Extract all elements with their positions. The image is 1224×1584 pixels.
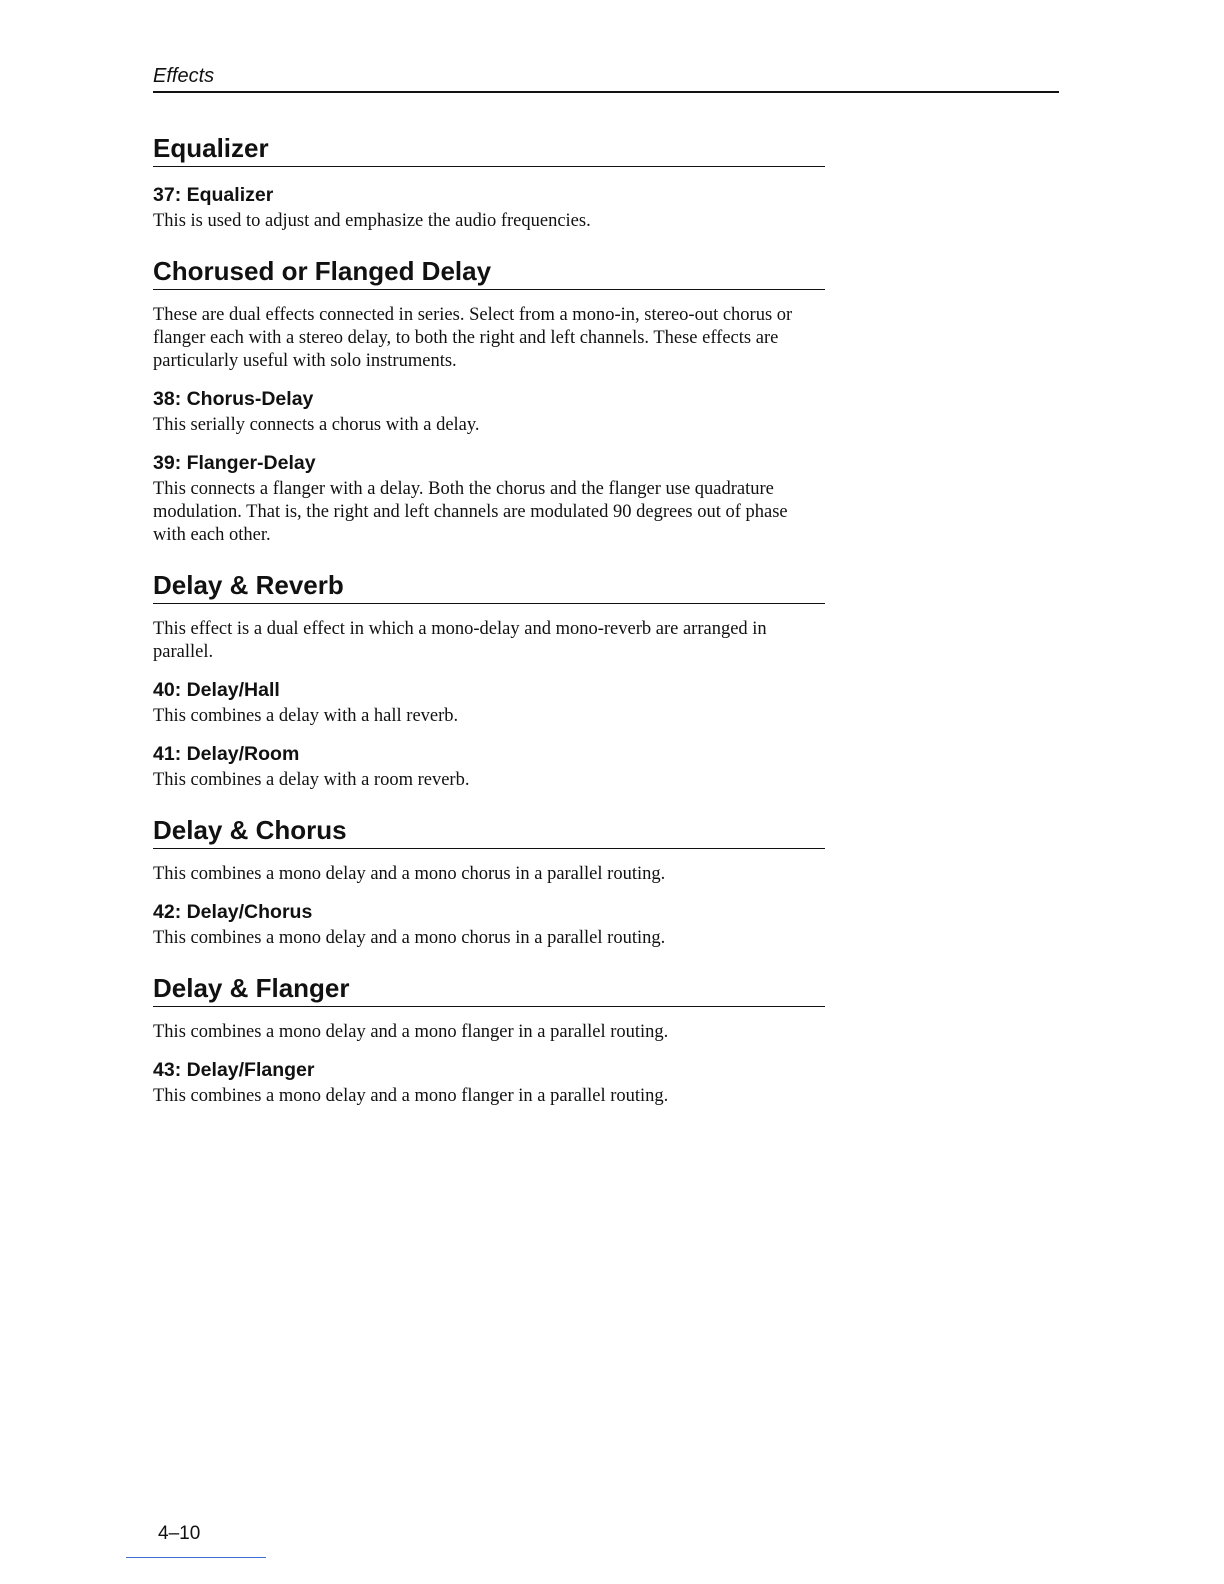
section-intro: This effect is a dual effect in which a mono-delay and mono-reverb are arranged in parallel. [153,619,767,662]
section-equalizer [153,132,825,233]
footer-rule [126,1557,266,1558]
section-intro: These are dual effects connected in series. Select from a mono-in, stereo-out chorus or flanger each with a stereo delay, to both the right and left channels. These effects are particularly useful with solo instruments. [153,305,793,371]
section-title: Chorused or Flanged Delay [153,255,825,290]
section-title: Delay & Chorus [153,814,825,849]
entry-42-delay-chorus [153,900,825,950]
entry-title: 39: Flanger-Delay [153,452,316,474]
entry-body: This combines a mono delay and a mono flanger in a parallel routing. [153,1086,669,1106]
entry-body: This combines a delay with a room reverb. [153,770,470,790]
entry-43-delay-flanger [153,1058,825,1108]
entry-body: This combines a mono delay and a mono chorus in a parallel routing. [153,928,666,948]
entry-body: This combines a delay with a hall reverb. [153,706,459,726]
entry-41-delay-room [153,742,825,792]
entry-title: 43: Delay/Flanger [153,1059,315,1081]
page-content [153,132,825,1130]
entry-40-delay-hall [153,678,825,728]
section-intro: This combines a mono delay and a mono chorus in a parallel routing. [153,864,666,884]
entry-title: 40: Delay/Hall [153,679,280,701]
entry-38-chorus-delay [153,387,825,437]
entry-39-flanger-delay [153,451,825,547]
section-delay-flanger [153,972,825,1108]
section-title: Delay & Reverb [153,569,825,604]
entry-body: This is used to adjust and emphasize the audio frequencies. [153,211,591,231]
entry-title: 41: Delay/Room [153,743,300,765]
entry-title: 42: Delay/Chorus [153,901,313,923]
entry-37-equalizer [153,183,825,233]
section-delay-reverb [153,569,825,792]
section-title: Delay & Flanger [153,972,825,1007]
section-title: Equalizer [153,132,825,167]
page-number: 4–10 [158,1523,201,1544]
entry-title: 38: Chorus-Delay [153,388,314,410]
entry-body: This serially connects a chorus with a delay. [153,415,480,435]
section-delay-chorus [153,814,825,950]
entry-body: This connects a flanger with a delay. Both the chorus and the flanger use quadrature modulation. That is, the right and left channels are modulated 90 degrees out of phase with each other. [153,479,788,545]
running-header: Effects [153,64,1059,93]
section-chorused-flanged-delay [153,255,825,547]
section-intro: This combines a mono delay and a mono flanger in a parallel routing. [153,1022,669,1042]
entry-title: 37: Equalizer [153,184,274,206]
